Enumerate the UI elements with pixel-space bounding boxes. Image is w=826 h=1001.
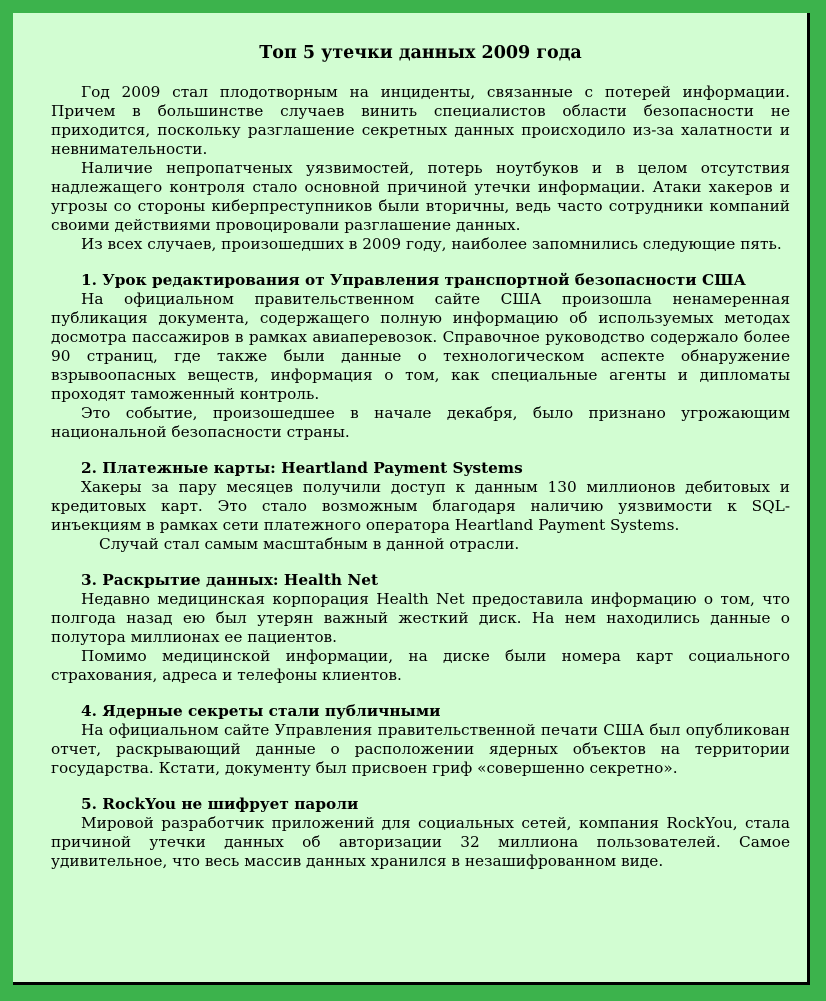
section-3-paragraph-1: Недавно медицинская корпорация Health Net предоставила информацию о том, что полгода назад ею был утерян важный жесткий диск. На нем находились данные о полутора миллионах ее пациентов. [51, 590, 790, 646]
section-heading-4: 4. Ядерные секреты стали публичными [81, 702, 441, 720]
intro-paragraph-1: Год 2009 стал плодотворным на инциденты, связанные с потерей информации. Причем в большинстве случаев винить специалистов области безопасности не приходится, поскольку разглашение секретных данных происходило из-за халатности и невнимательности. [51, 83, 790, 158]
section-2-paragraph-2: Случай стал самым масштабным в данной отрасли. [99, 535, 520, 553]
section-4-paragraph-1: На официальном сайте Управления правительственной печати США был опубликован отчет, раскрывающий данные о расположении ядерных объектов на территории государства. Кстати, документу был присвоен гриф «совершенно секретно». [51, 721, 790, 777]
section-1-paragraph-1: На официальном правительственном сайте США произошла ненамеренная публикация документа, содержащего полную информацию об используемых методах досмотра пассажиров в рамках авиаперевозок. Справочное руководство содержало более 90 страниц, где также были данные о технологическом аспекте обнаружение взрывоопасных веществ, информация о том, как специальные агенты и дипломаты проходят таможенный контроль. [51, 290, 790, 403]
section-heading-5: 5. RockYou не шифрует пароли [81, 795, 359, 813]
section-3-paragraph-2: Помимо медицинской информации, на диске были номера карт социального страхования, адреса и телефоны клиентов. [51, 647, 790, 684]
section-2-paragraph-1: Хакеры за пару месяцев получили доступ к данным 130 миллионов дебитовых и кредитовых карт. Это стало возможным благодаря наличию уязвимости к SQL-инъекциям в рамках сети платежного оператора Heartland Payment Systems. [51, 478, 790, 534]
section-heading-2: 2. Платежные карты: Heartland Payment Systems [81, 459, 523, 477]
page-title: Топ 5 утечки данных 2009 года [259, 43, 582, 63]
intro-paragraph-2: Наличие непропатченых уязвимостей, потерь ноутбуков и в целом отсутствия надлежащего контроля стало основной причиной утечки информации. Атаки хакеров и угрозы со стороны киберпреступников были вторичны, ведь часто сотрудники компаний своими действиями провоцировали разглашение данных. [51, 159, 790, 234]
section-1-paragraph-2: Это событие, произошедшее в начале декабря, было признано угрожающим национальной безопасности страны. [51, 404, 790, 441]
document-panel [13, 13, 810, 985]
intro-paragraph-3: Из всех случаев, произошедших в 2009 году, наиболее запомнились следующие пять. [81, 235, 782, 253]
section-heading-1: 1. Урок редактирования от Управления транспортной безопасности США [81, 271, 746, 289]
section-heading-3: 3. Раскрытие данных: Health Net [81, 571, 379, 589]
section-5-paragraph-1: Мировой разработчик приложений для социальных сетей, компания RockYou, стала причиной утечки данных об авторизации 32 миллиона пользователей. Самое удивительное, что весь массив данных хранился в незашифрованном виде. [51, 814, 790, 870]
